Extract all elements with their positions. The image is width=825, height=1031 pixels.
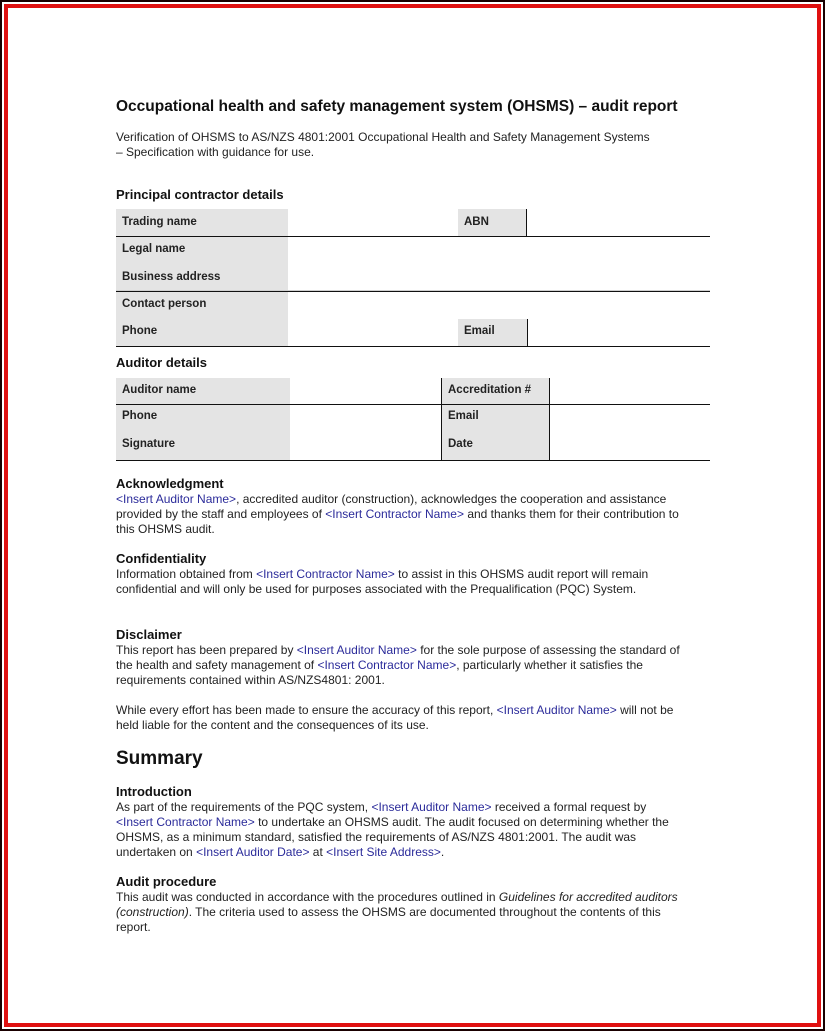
- summary-heading: Summary: [116, 748, 203, 769]
- auditor-phone-field[interactable]: [290, 405, 441, 432]
- contractor-name-placeholder: <Insert Contractor Name>: [256, 567, 395, 581]
- auditor-details-table: [116, 378, 710, 462]
- abn-label: [458, 209, 526, 236]
- auditor-name-field[interactable]: [290, 378, 441, 404]
- contact-person-label-text: Contact person: [122, 298, 207, 310]
- contractor-name-placeholder: <Insert Contractor Name>: [317, 658, 457, 672]
- auditor-date-placeholder: <Insert Auditor Date>: [196, 845, 310, 859]
- business-address-field[interactable]: [288, 264, 710, 291]
- principal-contractor-table: [116, 209, 710, 349]
- date-field[interactable]: [550, 432, 710, 460]
- accreditation-label: [442, 378, 549, 404]
- audit-procedure-heading: Audit procedure: [116, 874, 217, 889]
- disclaimer-section: [116, 627, 688, 733]
- introduction-section: [116, 784, 681, 860]
- introduction-text: As part of the requirements of the PQC system, <Insert Auditor Name> received a formal request by <Insert Contractor Name> to undertake an OHSMS audit. The audit focused on determining whether the OHSMS, as a minimum standard, satisfied the requirements of AS/NZS 4801:2001. The audit was undertaken on <Insert Auditor Date> at <Insert Site Address>.: [116, 800, 669, 859]
- contractor-name-placeholder: <Insert Contractor Name>: [116, 815, 255, 829]
- auditor-name-placeholder: <Insert Auditor Name>: [116, 492, 237, 506]
- disclaimer-paragraph-2: While every effort has been made to ensure the accuracy of this report, <Insert Auditor Name> will not be held liable for the content and the consequences of its use.: [116, 703, 674, 732]
- auditor-details-heading: Auditor details: [116, 355, 208, 370]
- auditor-phone-label: [116, 405, 290, 460]
- trading-name-label-text: Trading name: [122, 216, 197, 228]
- site-address-placeholder: <Insert Site Address>: [326, 845, 441, 859]
- audit-procedure-text: This audit was conducted in accordance with the procedures outlined in Guidelines for accredited auditors (construction). The criteria used to assess the OHSMS are documented throughout the contents of this report.: [116, 890, 678, 934]
- disclaimer-heading: Disclaimer: [116, 627, 182, 642]
- business-address-label-text: Business address: [122, 271, 221, 283]
- disclaimer-paragraph-1: This report has been prepared by <Insert Auditor Name> for the sole purpose of assessing the standard of the health and safety management of <Insert Contractor Name>, particularly whether it satisfies the requirements contained within AS/NZS4801: 2001.: [116, 643, 680, 687]
- legal-name-label-text: Legal name: [122, 243, 186, 255]
- auditor-email-label-text: Email: [448, 410, 479, 422]
- legal-name-label: [116, 237, 288, 291]
- phone-field[interactable]: [288, 319, 458, 346]
- auditor-name-placeholder: <Insert Auditor Name>: [296, 643, 417, 657]
- signature-field[interactable]: [290, 432, 441, 460]
- contact-person-field[interactable]: [288, 292, 710, 319]
- confidentiality-text: Information obtained from <Insert Contractor Name> to assist in this OHSMS audit report will remain confidential and will only be used for purposes associated with the Prequalification (PQC) System.: [116, 567, 649, 596]
- accreditation-field[interactable]: [550, 378, 710, 404]
- document-title: Occupational health and safety management system (OHSMS) – audit report: [116, 98, 678, 115]
- contact-person-label: [116, 292, 288, 346]
- trading-name-field[interactable]: [288, 209, 458, 236]
- auditor-phone-label-text: Phone: [122, 410, 158, 422]
- legal-name-field[interactable]: [288, 237, 710, 264]
- accreditation-label-text: Accreditation #: [448, 384, 532, 396]
- principal-contractor-heading: Principal contractor details: [116, 187, 284, 202]
- confidentiality-heading: Confidentiality: [116, 551, 207, 566]
- guidelines-reference: Guidelines for accredited auditors (construction): [116, 890, 678, 919]
- auditor-name-placeholder: <Insert Auditor Name>: [371, 800, 492, 814]
- document-subtitle: Verification of OHSMS to AS/NZS 4801:2001 Occupational Health and Safety Management Systems – Specification with guidance for use.: [116, 130, 650, 159]
- auditor-email-label: [442, 405, 549, 460]
- confidentiality-section: [116, 551, 681, 597]
- email-label: [458, 319, 527, 346]
- abn-field[interactable]: [527, 209, 710, 236]
- email-label-text: Email: [464, 325, 495, 337]
- acknowledgment-heading: Acknowledgment: [116, 476, 224, 491]
- trading-name-label: [116, 209, 288, 236]
- document-page: [116, 97, 710, 934]
- acknowledgment-section: [116, 476, 686, 537]
- auditor-name-placeholder: <Insert Auditor Name>: [496, 703, 617, 717]
- auditor-email-field[interactable]: [550, 405, 710, 432]
- abn-label-text: ABN: [464, 216, 489, 228]
- phone-label-text: Phone: [122, 325, 158, 337]
- email-field[interactable]: [528, 319, 710, 346]
- auditor-name-label-text: Auditor name: [122, 384, 197, 396]
- audit-procedure-section: [116, 874, 681, 935]
- signature-label-text: Signature: [122, 438, 176, 450]
- date-label-text: Date: [448, 438, 473, 450]
- contractor-name-placeholder: <Insert Contractor Name>: [325, 507, 464, 521]
- introduction-heading: Introduction: [116, 784, 192, 799]
- acknowledgment-text: <Insert Auditor Name>, accredited auditor (construction), acknowledges the cooperation and assistance provided by the staff and employees of <Insert Contractor Name> and thanks them for their contribution to this OHSMS audit.: [116, 492, 679, 536]
- auditor-name-label: [116, 378, 290, 404]
